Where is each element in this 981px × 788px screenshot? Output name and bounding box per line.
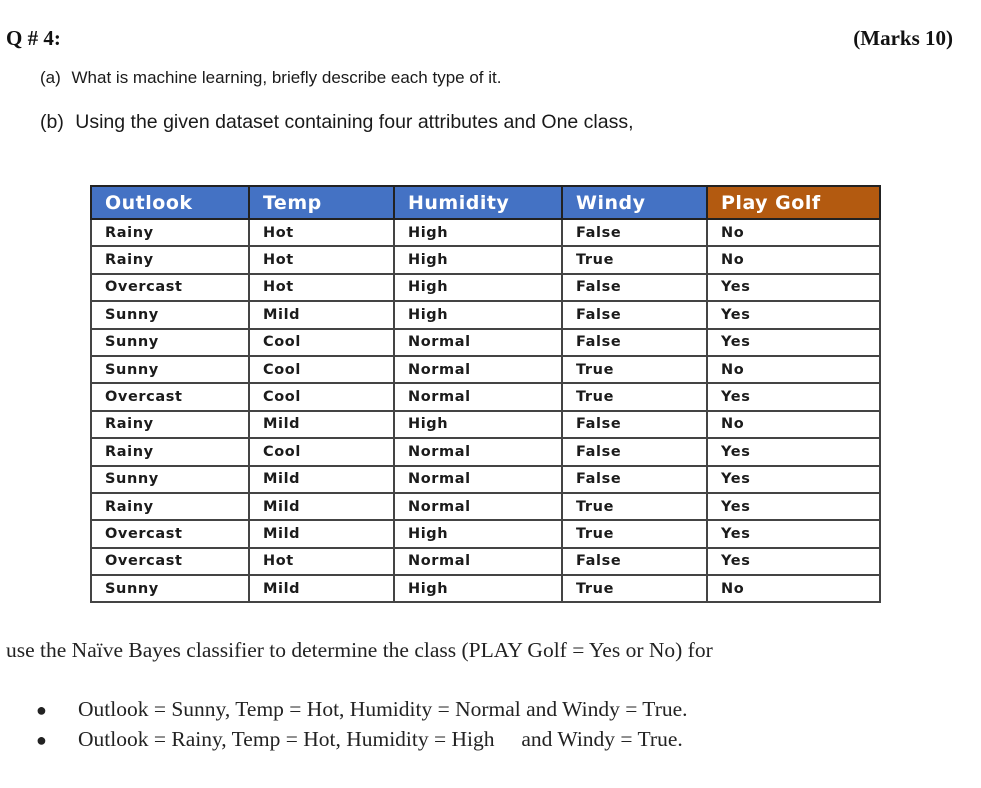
table-row [91, 493, 880, 520]
cell-play-golf: Yes [707, 301, 880, 328]
cell-play-golf: Yes [707, 329, 880, 356]
cell-temp: Mild [249, 493, 394, 520]
cell-outlook: Overcast [91, 520, 249, 547]
cell-outlook: Sunny [91, 356, 249, 383]
part-b [40, 111, 634, 134]
table-body [91, 219, 880, 602]
marks-label: (Marks 10) [853, 26, 953, 50]
cell-temp: Mild [249, 301, 394, 328]
cell-windy: False [562, 219, 707, 246]
cell-temp: Mild [249, 466, 394, 493]
cell-humidity: Normal [394, 383, 562, 410]
cell-temp: Cool [249, 438, 394, 465]
cell-windy: False [562, 411, 707, 438]
cell-humidity: Normal [394, 329, 562, 356]
cell-humidity: Normal [394, 466, 562, 493]
instruction-text: use the Naïve Bayes classifier to determine the class (PLAY Golf = Yes or No) for [6, 638, 713, 662]
cell-windy: False [562, 329, 707, 356]
cell-play-golf: Yes [707, 438, 880, 465]
cell-play-golf: No [707, 356, 880, 383]
cell-humidity: High [394, 575, 562, 602]
cell-play-golf: No [707, 411, 880, 438]
cell-windy: False [562, 301, 707, 328]
cell-windy: False [562, 548, 707, 575]
cell-outlook: Rainy [91, 219, 249, 246]
part-a-text: What is machine learning, briefly describe each type of it. [71, 68, 502, 87]
cell-outlook: Overcast [91, 383, 249, 410]
cell-windy: True [562, 520, 707, 547]
table-row [91, 466, 880, 493]
cell-play-golf: Yes [707, 493, 880, 520]
header-temp: Temp [249, 186, 394, 219]
cell-play-golf: No [707, 575, 880, 602]
cell-windy: True [562, 246, 707, 273]
table-row [91, 274, 880, 301]
table-row [91, 301, 880, 328]
cell-play-golf: Yes [707, 383, 880, 410]
query-item [36, 724, 688, 754]
part-a [40, 68, 501, 88]
cell-play-golf: No [707, 246, 880, 273]
cell-temp: Mild [249, 411, 394, 438]
table-row [91, 356, 880, 383]
cell-play-golf: Yes [707, 274, 880, 301]
cell-outlook: Overcast [91, 274, 249, 301]
table-row [91, 520, 880, 547]
table-row [91, 575, 880, 602]
cell-humidity: High [394, 301, 562, 328]
cell-windy: False [562, 274, 707, 301]
table-row [91, 246, 880, 273]
cell-outlook: Rainy [91, 246, 249, 273]
table-row [91, 548, 880, 575]
cell-humidity: High [394, 246, 562, 273]
cell-play-golf: No [707, 219, 880, 246]
cell-play-golf: Yes [707, 466, 880, 493]
header-outlook: Outlook [91, 186, 249, 219]
cell-humidity: High [394, 219, 562, 246]
cell-outlook: Sunny [91, 329, 249, 356]
cell-windy: False [562, 438, 707, 465]
cell-outlook: Overcast [91, 548, 249, 575]
cell-outlook: Rainy [91, 493, 249, 520]
cell-windy: True [562, 493, 707, 520]
cell-humidity: Normal [394, 356, 562, 383]
cell-temp: Cool [249, 383, 394, 410]
query-text: Outlook = Sunny, Temp = Hot, Humidity = Normal and Windy = True. [78, 697, 688, 721]
cell-outlook: Sunny [91, 466, 249, 493]
table-row [91, 438, 880, 465]
header-windy: Windy [562, 186, 707, 219]
cell-windy: False [562, 466, 707, 493]
cell-outlook: Sunny [91, 301, 249, 328]
cell-windy: True [562, 356, 707, 383]
golf-dataset-table [90, 185, 881, 603]
cell-temp: Mild [249, 520, 394, 547]
cell-outlook: Rainy [91, 438, 249, 465]
table-row [91, 383, 880, 410]
cell-humidity: High [394, 411, 562, 438]
query-item [36, 694, 688, 724]
cell-humidity: Normal [394, 548, 562, 575]
cell-humidity: Normal [394, 438, 562, 465]
cell-outlook: Rainy [91, 411, 249, 438]
question-number: Q # 4: [6, 26, 61, 50]
cell-windy: True [562, 383, 707, 410]
query-list [36, 694, 688, 754]
cell-temp: Hot [249, 274, 394, 301]
cell-play-golf: Yes [707, 520, 880, 547]
cell-play-golf: Yes [707, 548, 880, 575]
bullet-icon: ● [36, 700, 47, 720]
table-row [91, 329, 880, 356]
cell-humidity: Normal [394, 493, 562, 520]
cell-temp: Hot [249, 246, 394, 273]
table-header-row [91, 186, 880, 219]
table-row [91, 219, 880, 246]
bullet-icon: ● [36, 730, 47, 750]
part-b-text: Using the given dataset containing four attributes and One class, [75, 111, 634, 133]
cell-temp: Mild [249, 575, 394, 602]
header-humidity: Humidity [394, 186, 562, 219]
cell-temp: Cool [249, 329, 394, 356]
cell-temp: Cool [249, 356, 394, 383]
cell-windy: True [562, 575, 707, 602]
part-b-label: (b) [40, 111, 64, 133]
cell-humidity: High [394, 520, 562, 547]
cell-temp: Hot [249, 548, 394, 575]
cell-humidity: High [394, 274, 562, 301]
cell-temp: Hot [249, 219, 394, 246]
cell-outlook: Sunny [91, 575, 249, 602]
header-play-golf: Play Golf [707, 186, 880, 219]
query-text: Outlook = Rainy, Temp = Hot, Humidity = High and Windy = True. [78, 727, 683, 751]
table-row [91, 411, 880, 438]
part-a-label: (a) [40, 68, 61, 87]
